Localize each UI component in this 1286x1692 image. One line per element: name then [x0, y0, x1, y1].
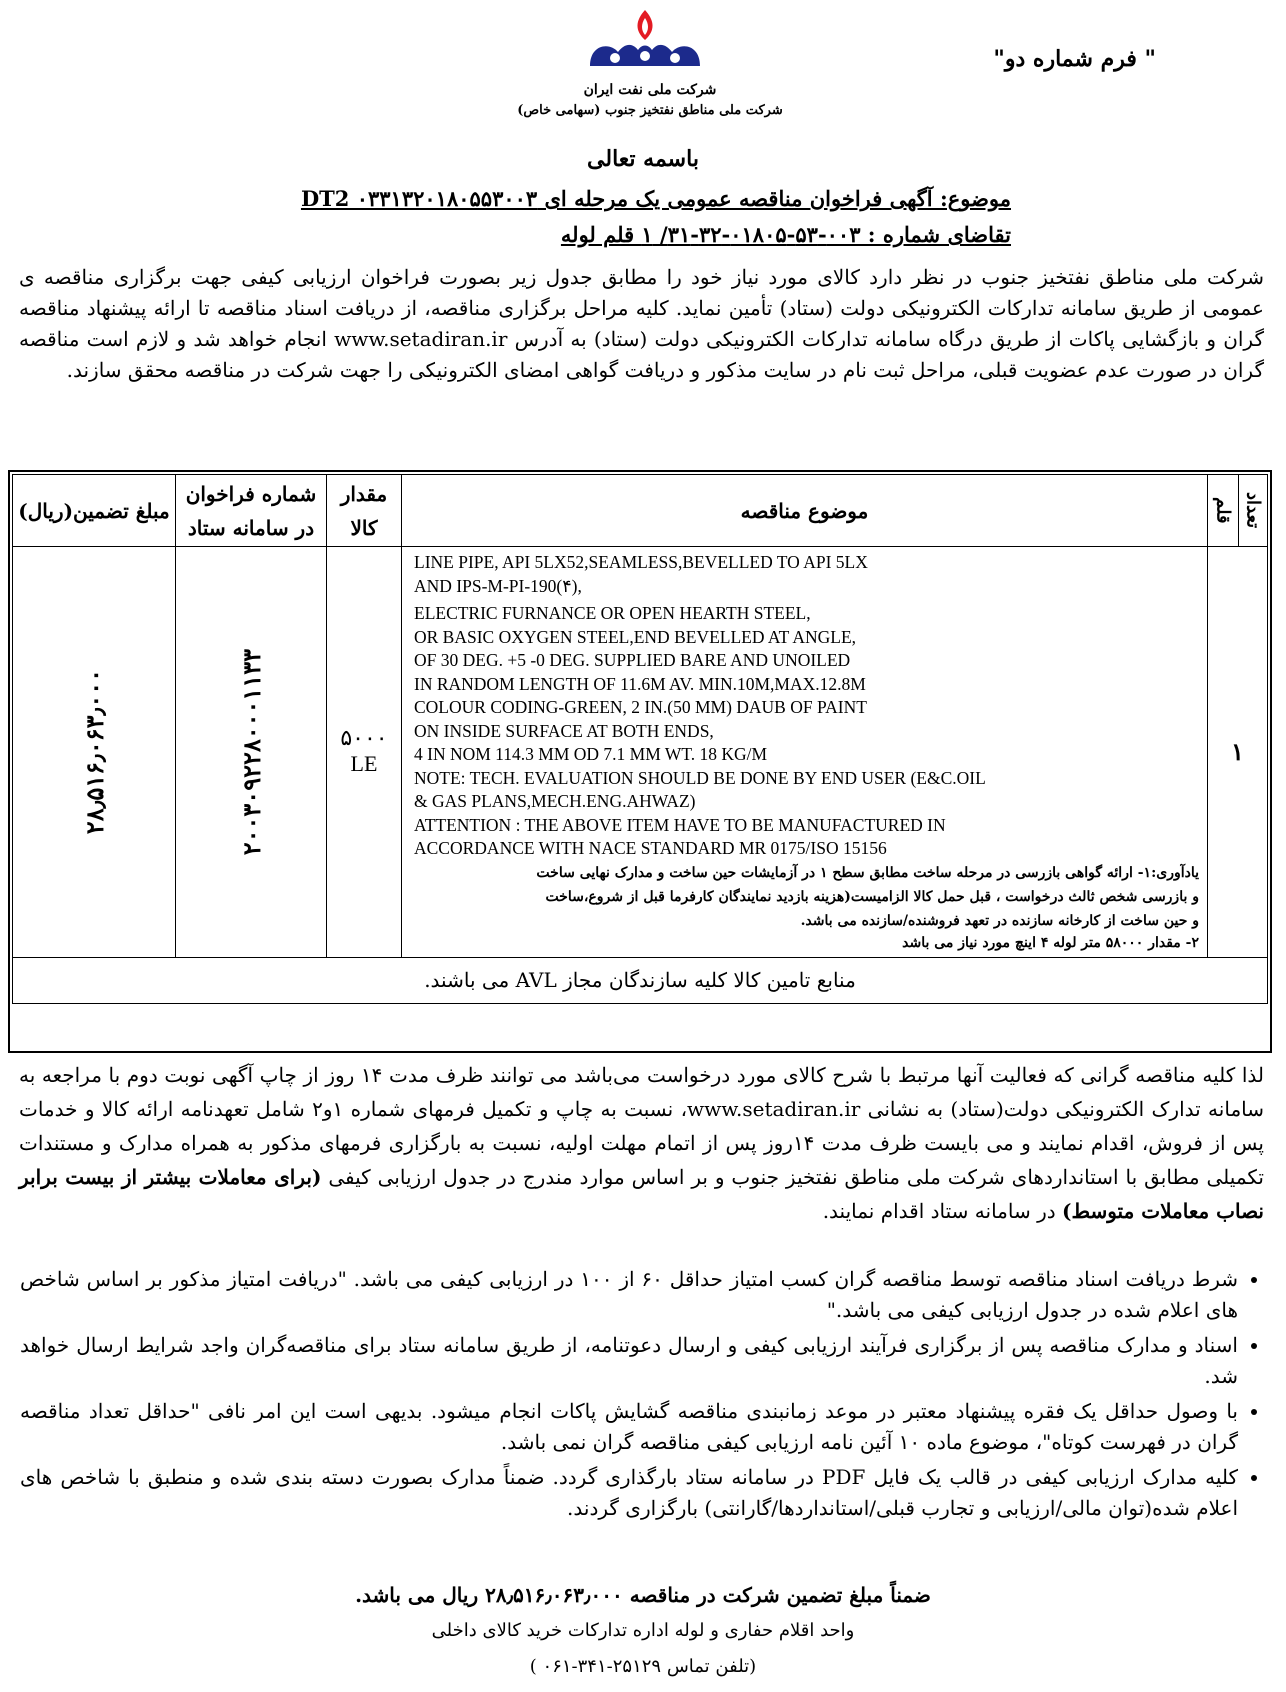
list-item: • اسناد و مدارک مناقصه پس از برگزاری فرآیند ارزیابی کیفی و ارسال دعوتنامه، از طریق سامانه ستاد برای مناقصه‌گران واجد شرایط ارسال خواهد شد. — [20, 1330, 1238, 1392]
description-line: ATTENTION : THE ABOVE ITEM HAVE TO BE MANUFACTURED IN — [414, 814, 946, 835]
guarantee-note: ضمناً مبلغ تضمین شرکت در مناقصه ۲۸٫۵۱۶٫۰۶۳٫۰۰۰ ریال می باشد. — [355, 1583, 931, 1607]
description-line: OR BASIC OXYGEN STEEL,END BEVELLED AT ANGLE, — [414, 626, 857, 647]
row-call-number-cell — [176, 547, 327, 958]
description-line: ACCORDANCE WITH NACE STANDARD MR 0175/ISO 15156 — [414, 838, 887, 858]
table-row — [13, 547, 1268, 958]
form-number: " فرم شماره دو" — [993, 46, 1156, 72]
row-call-number: ۲۰۰۳۰۹۲۲۸۰۰۰۱۱۳۳ — [236, 648, 266, 855]
row-guarantee-cell — [13, 547, 176, 958]
header-count: تعداد — [1242, 492, 1264, 529]
description-persian — [402, 861, 1207, 957]
row-quantity: ۵۰۰۰ — [340, 726, 388, 752]
description-line: COLOUR CODING-GREEN, 2 IN.(50 MM) DAUB OF PAINT — [414, 697, 867, 717]
description-line: NOTE: TECH. EVALUATION SHOULD BE DONE BY END USER (E&C.OIL — [414, 767, 986, 788]
body-paragraph — [19, 1058, 1264, 1228]
table-footer-sources: منابع تامین کالا کلیه سازندگان مجاز AVL می باشند. — [13, 957, 1268, 1003]
tender-table — [8, 470, 1272, 1053]
description-line: ELECTRIC FURNANCE OR OPEN HEARTH STEEL, — [414, 603, 811, 623]
company-name: شرکت ملی نفت ایران — [583, 82, 717, 98]
department-unit: واحد اقلام حفاری و لوله اداره تدارکات خرید کالای داخلی — [431, 1620, 855, 1641]
request-number: تقاضای شماره : ۰۰۳-۵۳-۰۱۸۰۵-۳۲-۳۱/ ۱ قلم لوله — [560, 222, 1011, 247]
description-line: LINE PIPE, API 5LX52,SEAMLESS,BEVELLED TO API 5LX — [414, 552, 868, 572]
body-bold: (برای معاملات بیشتر از بیست برابر نصاب معاملات متوسط) — [19, 1165, 1264, 1223]
row-item-number: ۱ — [1208, 547, 1268, 958]
header-item: قلم — [1212, 497, 1234, 524]
subject-line: موضوع: آگهی فراخوان مناقصه عمومی یک مرحله ای DT2 ۰۳۳۱۳۲۰۱۸۰۵۵۳۰۰۳ — [300, 186, 1011, 211]
description-line: ON INSIDE SURFACE AT BOTH ENDS, — [414, 720, 714, 741]
note-line: و بازرسی شخص ثالث درخواست ، قبل حمل کالا الزامیست(هزینه بازدید نمایندگان کارفرما قبل از شروع،ساخت — [545, 888, 1199, 905]
body-tail: در سامانه ستاد اقدام نمایند. — [822, 1199, 1063, 1223]
description-line: & GAS PLANS,MECH.ENG.AHWAZ) — [414, 791, 696, 811]
list-item: • شرط دریافت اسناد مناقصه توسط مناقصه گران کسب امتیاز حداقل ۶۰ از ۱۰۰ در ارزیابی کیفی می باشد. "دریافت امتیاز مذکور بر اساس شاخص های اعلام شده در جدول ارزیابی کیفی می باشد." — [20, 1264, 1238, 1326]
header-call-number: شماره فراخوان در سامانه ستاد — [176, 475, 327, 547]
description-line: AND IPS-M-PI-190(۴), — [414, 575, 582, 596]
list-item: • با وصول حداقل یک فقره پیشنهاد معتبر در موعد زمانبندی مناقصه گشایش پاکات انجام میشود. بدیهی است این امر نافی "حداقل تعداد مناقصه گران در فهرست کوتاه"، موضوع ماده ۱۰ آئین نامه ارزیابی کیفی مناقصه گران نمی باشد. — [20, 1396, 1238, 1458]
description-line: 4 IN NOM 114.3 MM OD 7.1 MM WT. 18 KG/M — [414, 744, 768, 764]
header-item-cell — [1208, 475, 1239, 547]
header-count-cell — [1239, 475, 1268, 547]
header-subject: موضوع مناقصه — [402, 475, 1208, 547]
header-quantity: مقدار کالا — [327, 475, 402, 547]
note-line: ۲- مقدار ۵۸۰۰۰ متر لوله ۴ اینچ مورد نیاز می باشد — [902, 934, 1199, 951]
row-guarantee: ۲۸٫۵۱۶٫۰۶۳٫۰۰۰ — [79, 669, 109, 835]
body-main: لذا کلیه مناقصه گرانی که فعالیت آنها مرتبط با شرح کالای مورد درخواست می‌باشد می توانند ظرف مدت ۱۴ روز از چاپ آگهی نوبت دوم با مراجعه به سامانه تدارک الکترونیکی دولت(ستاد) به نشانی www.setadiran.ir، نسبت به چاپ و تکمیل فرمهای شماره ۱و۲ شامل تعهدنامه ارائه کالا و خدمات پس از فروش، اقدام نمایند و می بایست ظرف مدت ۱۴روز پس از اتمام مهلت اولیه، نسبت به بارگزاری فرمهای مذکور به همراه مدارک و مستندات تکمیلی مطابق با استانداردهای شرکت ملی مناطق نفتخیز جنوب و بر اساس موارد مندرج در جدول ارزیابی کیفی — [19, 1063, 1265, 1189]
contact-phone: (تلفن تماس ۲۵۱۲۹-۳۴۱-۰۶۱ ) — [529, 1656, 757, 1677]
conditions-list — [20, 1264, 1264, 1528]
list-item: • کلیه مدارک ارزیابی کیفی در قالب یک فایل PDF در سامانه ستاد بارگذاری گردد. ضمناً مدارک بصورت دسته بندی شده و منطبق با شاخص های اعلام شده(توان مالی/ارزیابی و تجارب قبلی/استانداردها/گارانتی) بارگزاری گردند. — [20, 1462, 1238, 1524]
row-description — [402, 547, 1208, 958]
row-quantity-cell — [327, 547, 402, 958]
note-line: یادآوری:۱- ارائه گواهی بازرسی در مرحله ساخت مطابق سطح ۱ در آزمایشات حین ساخت و مدارک نهایی ساخت — [536, 864, 1199, 881]
header-guarantee: مبلغ تضمین(ریال) — [13, 475, 176, 547]
intro-paragraph: شرکت ملی مناطق نفتخیز جنوب در نظر دارد کالای مورد نیاز خود را مطابق جدول زیر بصورت فراخوان ارزیابی کیفی جهت برگزاری مناقصه ی عمومی از طریق سامانه تدارکات الکترونیکی دولت (ستاد) تأمین نماید. کلیه مراحل برگزاری مناقصه، از دریافت اسناد مناقصه تا ارائه پیشنهاد مناقصه گران و بازگشایی پاکات از طریق درگاه سامانه تدارکات الکترونیکی دولت (ستاد) به آدرس www.setadiran.ir انجام خواهد شد و لازم است مناقصه گران در صورت عدم عضویت قبلی، مراحل ثبت نام در سایت مذکور و دریافت گواهی امضای الکترونیکی را جهت شرکت در مناقصه محقق سازند. — [19, 265, 1264, 382]
row-unit: LE — [350, 751, 378, 777]
nioc-logo-icon — [570, 6, 720, 76]
company-subname: شرکت ملی مناطق نفتخیز جنوب (سهامی خاص) — [517, 103, 783, 118]
note-line: و حین ساخت از کارخانه سازنده در تعهد فروشنده/سازنده می باشد. — [800, 912, 1199, 929]
description-line: OF 30 DEG. +5 -0 DEG. SUPPLIED BARE AND UNOILED — [414, 650, 851, 670]
description-line: IN RANDOM LENGTH OF 11.6M AV. MIN.10M,MAX.12.8M — [414, 673, 866, 694]
description-english — [402, 547, 1207, 861]
bismillah-heading: باسمه تعالی — [587, 146, 699, 172]
